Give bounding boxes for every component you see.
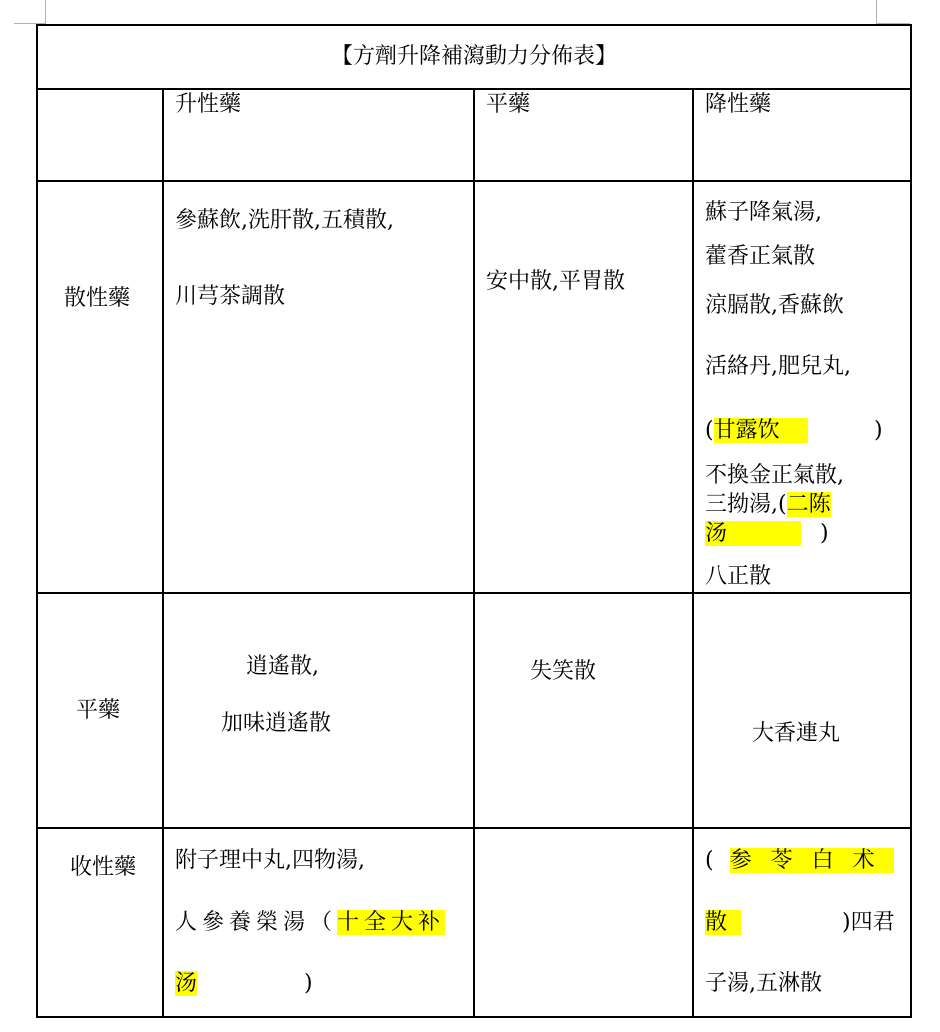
cell-text-line: )四君 [842,910,895,935]
highlighted-formula: 二陈 [786,492,831,517]
column-header-neutral: 平藥 [486,92,531,117]
highlighted-formula: 甘露饮 [714,418,808,443]
cell-text-line: 參蘇飲,洗肝散,五積散, [175,208,394,233]
paren-open: ( [705,418,714,443]
cell-text-line: 活絡丹,肥兒丸, [705,354,851,379]
cell-text-line [705,490,831,520]
formula-distribution-table [36,24,912,1018]
cell-text-line: 加味逍遙散 [221,711,332,736]
column-header-descend: 降性藥 [705,92,772,117]
formula-text: 人參養榮湯（ [175,910,338,935]
paren-close: ) [874,418,883,443]
table-title: 【方劑升降補瀉動力分佈表】 [330,44,617,69]
page-corner-mark-right-vertical [876,0,877,24]
table-border-top [36,24,912,26]
cell-text-line: 八正散 [705,564,772,589]
highlighted-formula: 汤 [175,971,198,996]
cell-text-line: 不換金正氣散, [705,463,844,488]
column-header-ascend: 升性藥 [175,92,242,117]
highlighted-formula: 汤 [705,521,801,546]
paren-close: ) [304,971,313,996]
cell-text-line: 川芎茶調散 [175,284,286,309]
table-border-right [910,24,912,1018]
highlighted-formula: 散 [705,910,741,935]
formula-text: 三拗湯,( [705,492,787,517]
cell-text-line: 附子理中丸,四物湯, [175,848,365,873]
table-border-left [36,24,38,1018]
highlighted-formula: 十全大补 [337,910,446,935]
cell-text-line: 失笑散 [530,659,597,684]
highlighted-formula: 参苓白术 [729,848,894,873]
cell-text-line [705,908,741,938]
row-header-disperse: 散性藥 [64,286,131,311]
column-divider [162,88,164,1018]
cell-text-line [705,416,808,446]
cell-text-line: 安中散,平胃散 [486,269,625,294]
cell-text-line: 蘇子降氣湯, [705,200,822,225]
row-header-neutral: 平藥 [76,698,121,723]
cell-text-line [705,846,894,876]
cell-text-line [705,519,801,549]
cell-text-line: 大香連丸 [752,721,841,746]
page-corner-mark-left-vertical [45,0,46,24]
column-divider [692,88,694,1018]
cell-text-line: 子湯,五淋散 [705,971,822,996]
row-header-astringe: 收性藥 [70,855,137,880]
cell-text-line: 藿香正氣散 [705,244,816,269]
cell-text-line [175,908,445,938]
cell-text-line: 逍遙散, [246,654,319,679]
paren-close: ) [820,521,829,546]
cell-text-line [175,969,197,999]
cell-text-line: 涼膈散,香蘇飲 [705,293,844,318]
paren-open: ( [705,848,714,873]
column-divider [473,88,475,1018]
